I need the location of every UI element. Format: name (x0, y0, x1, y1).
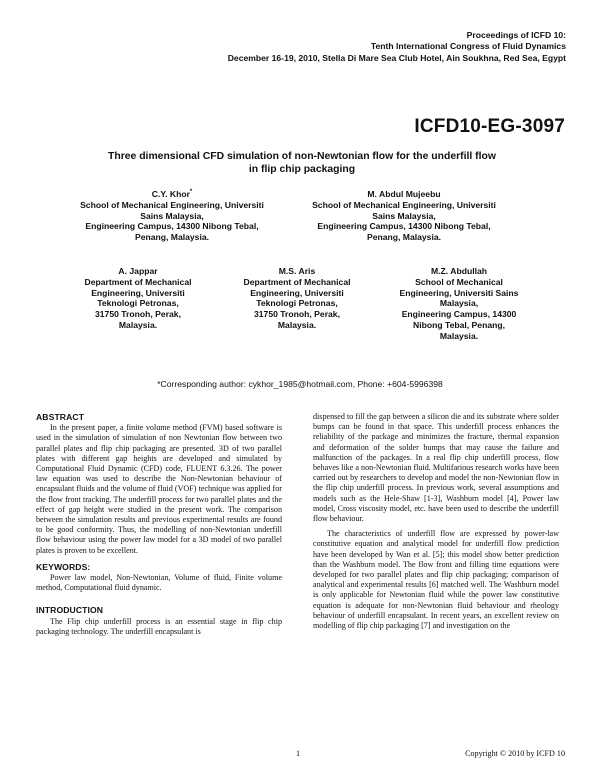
author-affiliation-line: Nibong Tebal, Penang, (413, 319, 505, 330)
corresponding-author: *Corresponding author: cykhor_1985@hotmail.com, Phone: +604-5996398 (157, 379, 443, 389)
keywords-heading: KEYWORDS: (36, 561, 91, 572)
abstract-text: In the present paper, a finite volume method (FVM) based software is used in the simulation of simulation of non Newtonian flow between two parallel plates and flip chip packaging are presented. 3D of two parallel plates with different gap heights are developed and simulated by Computational Fluid Dynamic (CFD) code, FLUENT 6.3.26. The power law equation was used to describe the Non-Newtonian behaviour of encapsulant fluids and the volume of fluid (VOF) technique was applied for the flow front tracking. The underfill process for two parallel plates and the effect of gap height were studied in the present work. The comparison between the simulation results and previous experimental results are found to be good conformity. Thus, the modelling of non-Newtonian underfill flow behaviour using the power law model for a 3D model of two parallel plates is proven to be excellent. (36, 423, 282, 555)
page-number: 1 (296, 749, 301, 758)
author-name: M. Abdul Mujeebu (367, 189, 441, 199)
paper-code: ICFD10-EG-3097 (414, 116, 565, 137)
author-affiliation-line: Teknologi Petronas, (256, 298, 338, 309)
author-affiliation-line: School of Mechanical (415, 276, 503, 287)
keywords-text: Power law model, Non-Newtonian, Volume of fluid, Finite volume method, Computational fluid dynamic. (36, 573, 282, 593)
author-affiliation-line: Sains Malaysia, (140, 210, 204, 221)
author-affiliation-line: Malaysia, (439, 298, 479, 309)
author-affiliation-line: School of Mechanical Engineering, Universiti (80, 199, 264, 210)
author-block (68, 266, 208, 331)
author-affiliation-line: Engineering Campus, 14300 (401, 309, 517, 320)
corresponding-mark: * (189, 189, 193, 196)
right-column (313, 412, 559, 637)
author-affiliation-line: Teknologi Petronas, (97, 298, 179, 309)
paper-title (60, 150, 544, 176)
author-affiliation-line: Engineering, Universiti Sains (399, 287, 519, 298)
author-affiliation-line: Department of Mechanical (243, 276, 351, 287)
author-name: C.Y. Khor* (151, 189, 193, 199)
author-affiliation-line: 31750 Tronoh, Perak, (95, 309, 181, 320)
author-block (384, 266, 534, 342)
author-affiliation-line: Penang, Malaysia. (366, 232, 442, 243)
author-name: M.Z. Abdullah (430, 266, 487, 276)
title-line-1: Three dimensional CFD simulation of non-Newtonian flow for the underfill flow (108, 151, 496, 162)
header-line-2: Tenth International Congress of Fluid Dynamics (370, 41, 566, 52)
header-line-1: Proceedings of ICFD 10: (466, 30, 566, 40)
author-block (227, 266, 367, 331)
author-affiliation-line: Engineering, Universiti (91, 287, 185, 298)
author-affiliation-line: 31750 Tronoh, Perak, (254, 309, 340, 320)
author-block (66, 189, 278, 243)
author-affiliation-line: Penang, Malaysia. (134, 232, 210, 243)
introduction-heading: INTRODUCTION (36, 605, 104, 616)
author-affiliation-line: Engineering Campus, 14300 Nibong Tebal, (317, 221, 491, 232)
author-affiliation-line: School of Mechanical Engineering, Universiti (312, 199, 496, 210)
author-name: M.S. Aris (278, 266, 316, 276)
copyright-notice: Copyright © 2010 by ICFD 10 (465, 749, 565, 758)
author-block (298, 189, 510, 243)
author-affiliation-line: Malaysia. (277, 319, 317, 330)
author-affiliation-line: Sains Malaysia, (372, 210, 436, 221)
body-paragraph: dispensed to fill the gap between a silicon die and its substrate where solder bumps can be found in that space. This underfill process enhances the reliability of the package and minimizes the fracture, thermal expansion and deformation of the solder bumps that may cause the failure and malfunction of the packages. In a real flip chip underfill process, flow behaves like a non-Newtonian fluid. Multifarious research works have been carried out by researchers to develop and model the non-Newtonian flow in the flip chip underfill process. In previous work, several assumptions and models such as the Hele-Shaw [1-3], Washburn model [4], Power law model, Cross viscosity model, etc. have been used to describe the underfill flow behaviour. (313, 412, 559, 524)
author-affiliation-line: Malaysia. (118, 319, 158, 330)
introduction-text: The Flip chip underfill process is an essential stage in flip chip packaging technology. The underfill encapsulant is (36, 616, 282, 636)
proceedings-header (228, 30, 566, 64)
author-name: A. Jappar (118, 266, 158, 276)
body-paragraph: The characteristics of underfill flow are expressed by power-law constitutive equation and analytical model for underfill flow prediction have been developed by Wan et al. [5]; this model show better prediction than the Washburn model. The flow front and filling time equations were developed for two parallel plates and flip chip packaging; comparison of analytical and experimental results [6] matched well. The Washburn model is only applicable for Newtonian fluid while the power law constitutive equation is adequate for non-Newtonian fluid behaviour and rheology behaviour of underfill encapsulant. In recent years, an excellent review on modelling of flip chip packaging [7] and investigation on the (313, 529, 559, 631)
author-affiliation-line: Department of Mechanical (84, 276, 192, 287)
abstract-heading: ABSTRACT (36, 412, 85, 422)
author-affiliation-line: Malaysia. (439, 330, 479, 341)
left-column (36, 412, 282, 643)
author-affiliation-line: Engineering, Universiti (250, 287, 344, 298)
title-line-2: in flip chip packaging (248, 164, 356, 175)
author-affiliation-line: Engineering Campus, 14300 Nibong Tebal, (85, 221, 259, 232)
header-line-3: December 16-19, 2010, Stella Di Mare Sea Club Hotel, Ain Soukhna, Red Sea, Egypt (227, 52, 566, 63)
